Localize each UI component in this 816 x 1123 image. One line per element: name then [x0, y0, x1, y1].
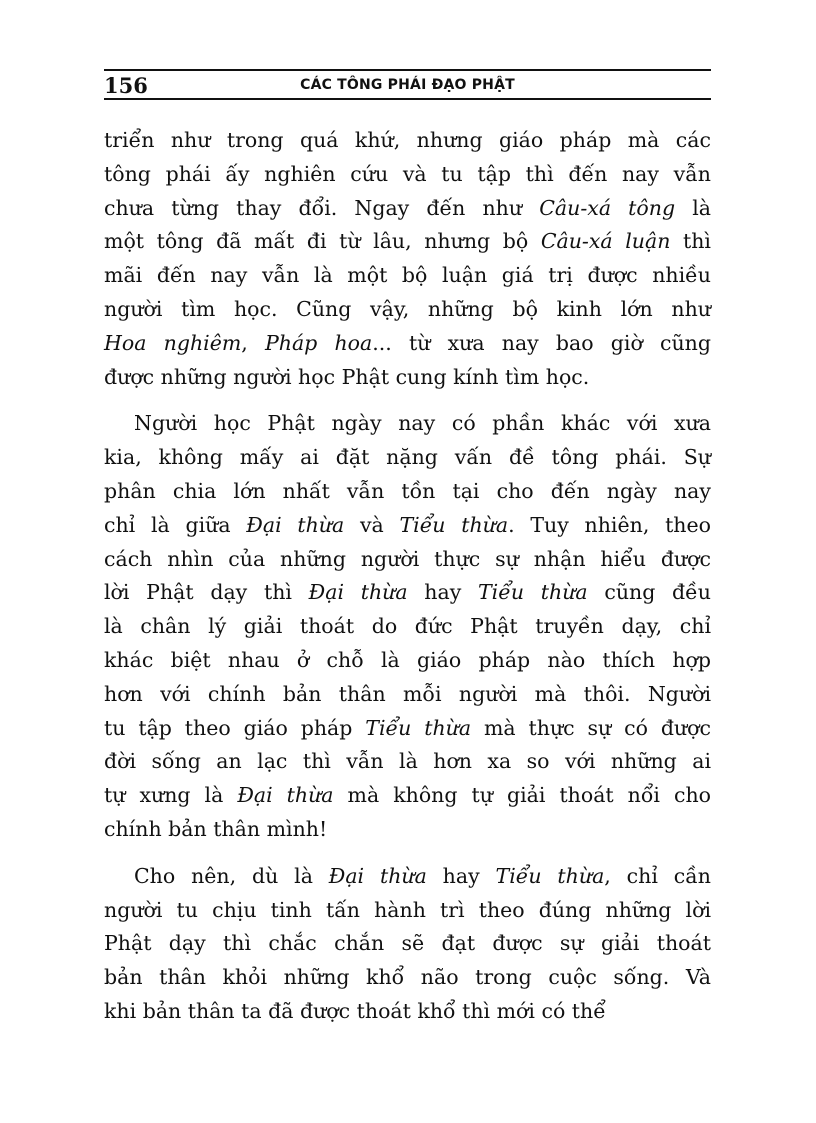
text-run: một tông đã mất đi từ lâu, nhưng bộ	[104, 229, 541, 254]
text-run: Người học Phật ngày nay có phần khác với xưa	[134, 411, 711, 436]
header-bottom-rule	[104, 98, 711, 100]
text-run: tu tập theo giáo pháp	[104, 715, 366, 740]
text-run: và	[344, 512, 400, 537]
page-number: 156	[104, 73, 148, 98]
text-run: khác biệt nhau ở chỗ là giáo pháp nào thích hợp	[104, 647, 711, 672]
text-line	[104, 158, 711, 192]
text-run: khi bản thân ta đã được thoát khổ thì mới có thể	[104, 998, 606, 1023]
italic-term: Câu-xá luận	[540, 229, 671, 254]
running-header	[104, 69, 711, 101]
text-run: chỉ là giữa	[104, 512, 247, 537]
text-line	[104, 192, 711, 226]
italic-term: Tiểu thừa	[478, 580, 588, 605]
italic-term: Tiểu thừa	[365, 715, 472, 740]
paragraph	[104, 124, 711, 394]
text-line	[104, 678, 711, 712]
text-run: tông phái ấy nghiên cứu và tu tập thì đến nay vẫn	[104, 161, 711, 186]
text-run: mãi đến nay vẫn là một bộ luận giá trị được nhiều	[104, 263, 711, 288]
text-line	[104, 712, 711, 746]
text-line	[104, 361, 711, 395]
text-run: . Tuy nhiên, theo	[508, 512, 711, 537]
body-text	[104, 124, 711, 1029]
text-run: chưa từng thay đổi. Ngay đến như	[104, 195, 540, 220]
text-line	[104, 441, 711, 475]
text-run: người tìm học. Cũng vậy, những bộ kinh lớn như	[104, 296, 711, 321]
text-run: Cho nên, dù là	[134, 863, 329, 888]
text-line	[104, 259, 711, 293]
italic-term: Câu-xá tông	[539, 195, 676, 220]
text-run: hay	[426, 863, 496, 888]
text-run: được những người học Phật cung kính tìm học.	[104, 364, 590, 389]
text-line	[104, 407, 711, 441]
paragraph	[104, 407, 711, 846]
running-title: CÁC TÔNG PHÁI ĐẠO PHẬT	[300, 77, 515, 93]
italic-term: Hoa nghiêm	[104, 330, 242, 355]
text-line	[104, 576, 711, 610]
text-line	[104, 779, 711, 813]
text-run: lời Phật dạy thì	[104, 580, 309, 605]
text-line	[104, 927, 711, 961]
paragraph	[104, 860, 711, 1029]
text-run: kia, không mấy ai đặt nặng vấn đề tông phái. Sự	[104, 445, 711, 470]
text-line	[104, 995, 711, 1029]
text-run: ,	[241, 330, 265, 355]
text-run: chính bản thân mình!	[104, 816, 328, 841]
text-line	[104, 610, 711, 644]
text-run: phân chia lớn nhất vẫn tồn tại cho đến ngày nay	[104, 478, 711, 503]
text-run: mà thực sự có được	[471, 715, 711, 740]
text-line	[104, 894, 711, 928]
text-line	[104, 543, 711, 577]
text-run: đời sống an lạc thì vẫn là hơn xa so với những ai	[104, 749, 711, 774]
text-run: Phật dạy thì chắc chắn sẽ đạt được sự giải thoát	[104, 931, 711, 956]
text-line	[104, 509, 711, 543]
italic-term: Đại thừa	[237, 783, 334, 808]
text-line	[104, 293, 711, 327]
text-run: hơn với chính bản thân mỗi người mà thôi. Người	[104, 681, 711, 706]
italic-term: Tiểu thừa	[495, 863, 605, 888]
text-run: mà không tự giải thoát nổi cho	[333, 783, 711, 808]
italic-term: Đại thừa	[246, 512, 345, 537]
text-run: là	[675, 195, 712, 220]
text-line	[104, 475, 711, 509]
text-run: tự xưng là	[104, 783, 238, 808]
text-run: , chỉ cần	[604, 863, 711, 888]
text-run: cách nhìn của những người thực sự nhận hiểu được	[104, 546, 711, 571]
text-run: là chân lý giải thoát do đức Phật truyền dạy, chỉ	[104, 614, 711, 639]
text-line	[104, 745, 711, 779]
italic-term: Tiểu thừa	[399, 512, 509, 537]
text-line	[104, 961, 711, 995]
text-run: bản thân khỏi những khổ não trong cuộc sống. Và	[104, 965, 711, 990]
text-run: triển như trong quá khứ, nhưng giáo pháp mà các	[104, 128, 711, 152]
italic-term: Đại thừa	[308, 580, 408, 605]
text-run: thì	[670, 229, 711, 254]
text-line	[104, 327, 711, 361]
italic-term: Pháp hoa	[264, 330, 373, 355]
italic-term: Đại thừa	[328, 863, 427, 888]
text-line	[104, 644, 711, 678]
text-line	[104, 813, 711, 847]
text-line	[104, 124, 711, 158]
text-line	[104, 860, 711, 894]
header-top-rule	[104, 69, 711, 71]
text-run: cũng đều	[587, 580, 711, 605]
text-run: ... từ xưa nay bao giờ cũng	[372, 330, 711, 355]
text-line	[104, 225, 711, 259]
text-run: người tu chịu tinh tấn hành trì theo đúng những lời	[104, 897, 711, 922]
text-run: hay	[407, 580, 478, 605]
